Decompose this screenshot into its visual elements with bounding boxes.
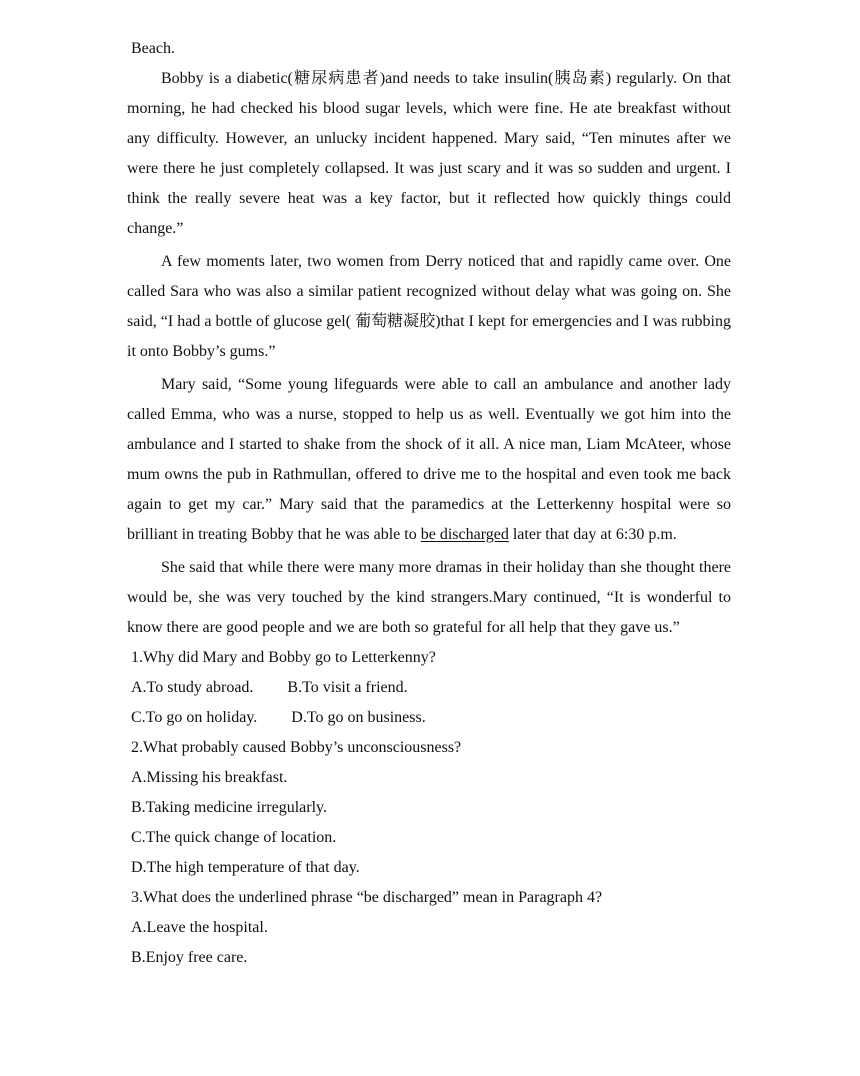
paragraph-3-text-after: later that day at 6:30 p.m.	[508, 526, 677, 543]
passage-paragraph-2: A few moments later, two women from Derry noticed that and rapidly came over. One called Sara who was also a similar patient recognized without delay what was going on. She said, “I had a bottle of glucose gel( 葡萄糖凝胶)that I kept for emergencies and I was rubbing it onto Bobby’s gums.”	[127, 253, 731, 360]
options-row	[127, 673, 731, 703]
passage-paragraph-4: She said that while there were many more dramas in their holiday than she thought there would be, she was very touched by the kind strangers.Mary continued, “It is wonderful to know there are good people and we are both so grateful for all help that they gave us.”	[127, 559, 731, 636]
paragraph-3-text-before: Mary said, “Some young lifeguards were able to call an ambulance and another lady called Emma, who was a nurse, stopped to help us as well. Eventually we got him into the ambulance and I started to shake from the shock of it all. A nice man, Liam McAteer, whose mum owns the pub in Rathmullan, offered to drive me to the hospital and even took me back again to get my car.” Mary said that the paramedics at the Letterkenny hospital were so brilliant in treating Bobby that he was able to	[127, 376, 731, 543]
option-a: A.Leave the hospital.	[131, 919, 268, 936]
passage-paragraph-1: Bobby is a diabetic(糖尿病患者)and needs to take insulin(胰岛素) regularly. On that morning, he had checked his blood sugar levels, which were fine. He ate breakfast without any difficulty. However, an unlucky incident happened. Mary said, “Ten minutes after we were there he just completely collapsed. It was just scary and it was so sudden and urgent. I think the really severe heat was a key factor, but it reflected how quickly things could change.”	[127, 70, 731, 237]
option-b: B.Taking medicine irregularly.	[131, 799, 327, 816]
option-c: C.The quick change of location.	[131, 829, 337, 846]
option-d: D.The high temperature of that day.	[131, 859, 360, 876]
question-3	[127, 883, 731, 973]
option-c: C.To go on holiday.	[131, 709, 258, 726]
question-stem: 3.What does the underlined phrase “be discharged” mean in Paragraph 4?	[131, 889, 603, 906]
option-a: A.To study abroad.	[131, 679, 254, 696]
passage-paragraph-3	[127, 370, 731, 550]
document-page	[127, 34, 731, 973]
question-1	[127, 643, 731, 733]
option-b: B.Enjoy free care.	[131, 949, 248, 966]
option-a: A.Missing his breakfast.	[131, 769, 288, 786]
option-d: D.To go on business.	[291, 709, 426, 726]
question-stem: 1.Why did Mary and Bobby go to Letterkenny?	[131, 649, 436, 666]
option-b: B.To visit a friend.	[287, 679, 408, 696]
options-row	[127, 703, 731, 733]
underlined-phrase: be discharged	[420, 526, 509, 543]
question-stem: 2.What probably caused Bobby’s unconsciousness?	[131, 739, 462, 756]
passage-paragraph-0: Beach.	[131, 40, 175, 57]
question-2	[127, 733, 731, 883]
